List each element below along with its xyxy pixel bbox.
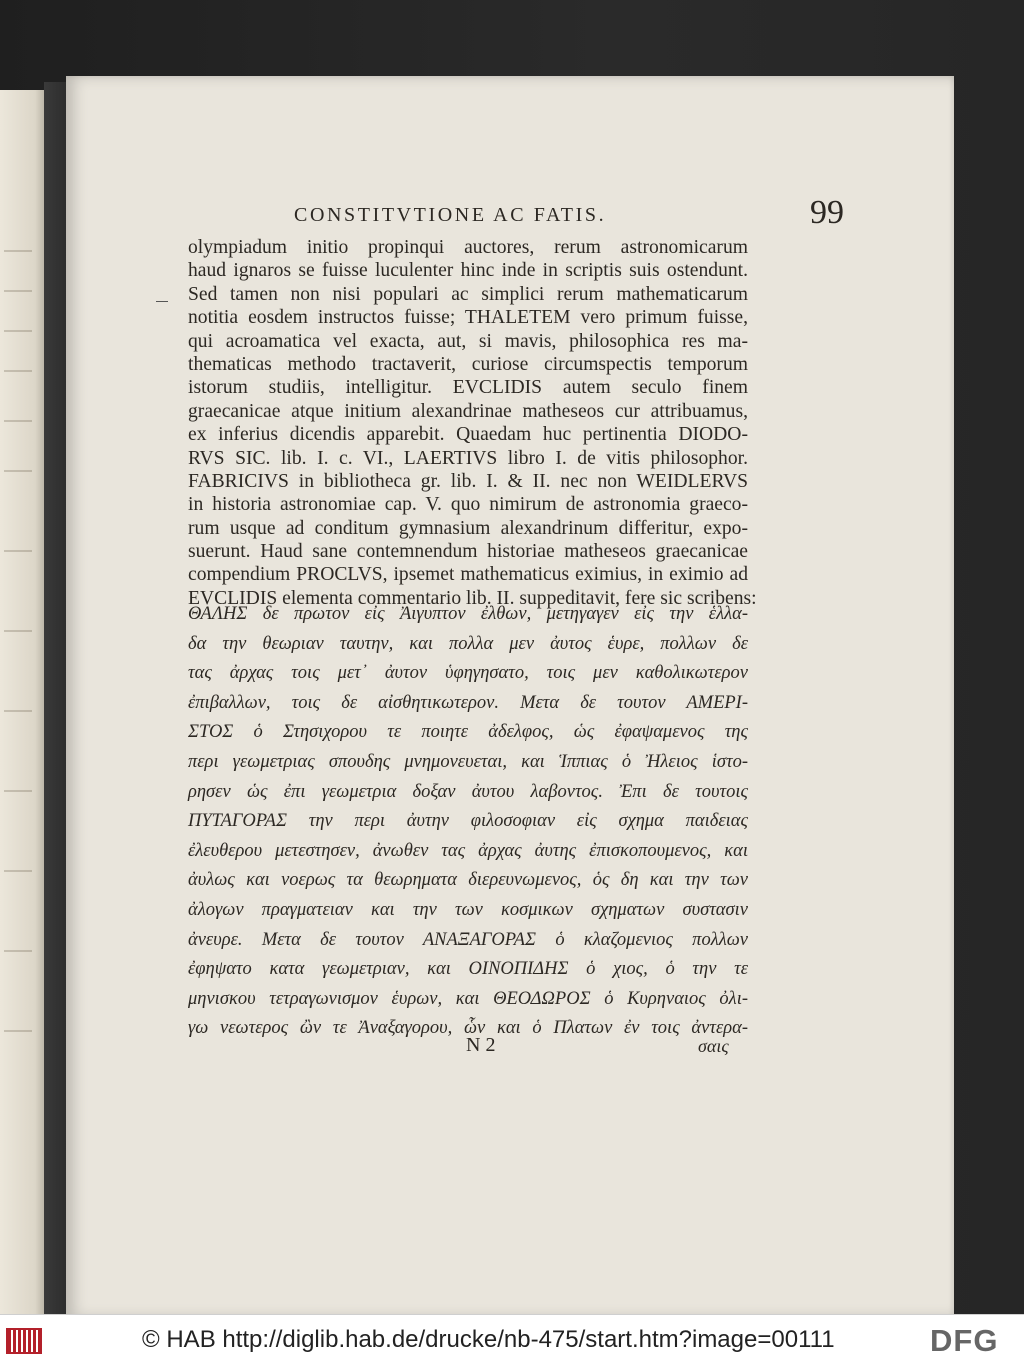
greek-line: ἐπιβαλλων, τοις δε αἰσθητικωτερον. Μετα δε τουτον ΑΜΕΡΙ-: [188, 692, 748, 713]
text-line: istorum studiis, intelligitur. EVCLIDIS autem seculo finem: [188, 377, 748, 399]
greek-line: ἐλευθερου μετεστησεν, ἀνωθεν τας ἀρχας ἀυτης ἐπισκοπουμενος, και: [188, 840, 748, 861]
text-line: Sed tamen non nisi populari ac simplici rerum mathematicarum: [188, 283, 748, 305]
latin-paragraph: [188, 236, 757, 610]
text-line: FABRICIVS in bibliotheca gr. lib. I. & II. nec non WEIDLERVS: [188, 470, 748, 492]
text-line: qui acroamatica vel exacta, aut, si mavis, philosophica res ma-: [188, 330, 748, 352]
text-line: rum usque ad conditum gymnasium alexandrinum differitur, expo-: [188, 517, 748, 539]
greek-quotation: [188, 600, 748, 1044]
margin-mark: [156, 301, 168, 302]
text-line: RVS SIC. lib. I. c. VI., LAERTIVS libro I. de vitis philosophor.: [188, 447, 748, 469]
text-line: haud ignaros se fuisse luculenter hinc inde in scriptis suis ostendunt.: [188, 260, 748, 282]
greek-line: ἀυλως και νοερως τα θεωρηματα διερευνωμενος, ὁς δη και την των: [188, 870, 748, 891]
catchword: σαις: [698, 1036, 729, 1056]
copyright-link[interactable]: © HAB http://diglib.hab.de/drucke/nb-475/start.htm?image=00111: [142, 1326, 835, 1353]
greek-line: μηνισκου τετραγωνισμον ἑυρων, και ΘΕΟΔΩΡΟΣ ὁ Κυρηναιος ὀλι-: [188, 988, 748, 1009]
text-line: compendium PROCLVS, ipsemet mathematicus eximius, in eximio ad: [188, 564, 748, 586]
greek-line: περι γεωμετριας σπουδης μνημονευεται, και Ἱππιας ὁ Ἠλειος ἱστο-: [188, 751, 748, 772]
running-head-title: CONSTITVTIONE AC FATIS.: [294, 204, 607, 226]
text-line: ex inferius dicendis apparebit. Quaedam huc pertinentia DIODO-: [188, 424, 748, 446]
text-line: graecanicae atque initium alexandrinae matheseos cur attribuamus,: [188, 400, 748, 422]
text-line: thematicas methodo tractaverit, curiose circumspectis temporum: [188, 353, 748, 375]
library-logo-icon: [6, 1328, 42, 1354]
previous-page-edge: [0, 90, 45, 1320]
text-line: EVCLIDIS elementa commentario lib. II. suppeditavit, fere sic scribens:: [188, 587, 757, 609]
dfg-logo: DFG: [930, 1323, 999, 1358]
book-page: [66, 76, 954, 1318]
running-head: [294, 194, 844, 236]
text-line: notitia eosdem instructos fuisse; THALETEM vero primum fuisse,: [188, 307, 748, 329]
greek-line: γω νεωτερος ὢν τε Ἀναξαγορου, ὧν και ὁ Πλατων ἐν τοις ἀντερα-: [188, 1018, 748, 1039]
footer-bar: [0, 1314, 1024, 1368]
greek-line: ΘΑΛΗΣ δε πρωτον εἰς Ἀιγυπτον ἐλθων, μετηγαγεν εἰς την ἑλλα-: [188, 604, 748, 624]
greek-line: ρησεν ὡς ἐπι γεωμετρια δοξαν ἀυτου λαβοντος. Ἐπι δε τουτοις: [188, 781, 748, 802]
greek-line: ἀλογων πραγματειαν και την των κοσμικων σχηματων συστασιν: [188, 899, 748, 920]
greek-line: ἀνευρε. Μετα δε τουτον ΑΝΑΞΑΓΟΡΑΣ ὁ κλαζομενιος πολλων: [188, 929, 748, 950]
greek-line: τας ἀρχας τοις μετ᾽ ἀυτον ὑφηγησατο, τοις μεν καθολικωτερον: [188, 663, 748, 684]
text-line: suerunt. Haud sane contemnendum historiae matheseos graecanicae: [188, 541, 748, 563]
greek-line: ΣΤΟΣ ὁ Στησιχορου τε ποιητε ἀδελφος, ὡς ἐφαψαμενος της: [188, 722, 748, 743]
text-line: in historia astronomiae cap. V. quo nimirum de astronomia graeco-: [188, 494, 748, 516]
text-line: olympiadum initio propinqui auctores, rerum astronomicarum: [188, 237, 748, 258]
gutter-shadow: [44, 82, 66, 1322]
greek-line: δα την θεωριαν ταυτην, και πολλα μεν ἀυτος ἑυρε, πολλων δε: [188, 633, 748, 654]
greek-line: ἐφηψατο κατα γεωμετριαν, και ΟΙΝΟΠΙΔΗΣ ὁ χιος, ὁ την τε: [188, 959, 748, 980]
page-number: 99: [810, 194, 844, 231]
greek-line: ΠΥΤΑΓΟΡΑΣ την περι ἀυτην φιλοσοφιαν εἰς σχημα παιδειας: [188, 811, 748, 832]
signature-mark: N 2: [466, 1034, 496, 1056]
